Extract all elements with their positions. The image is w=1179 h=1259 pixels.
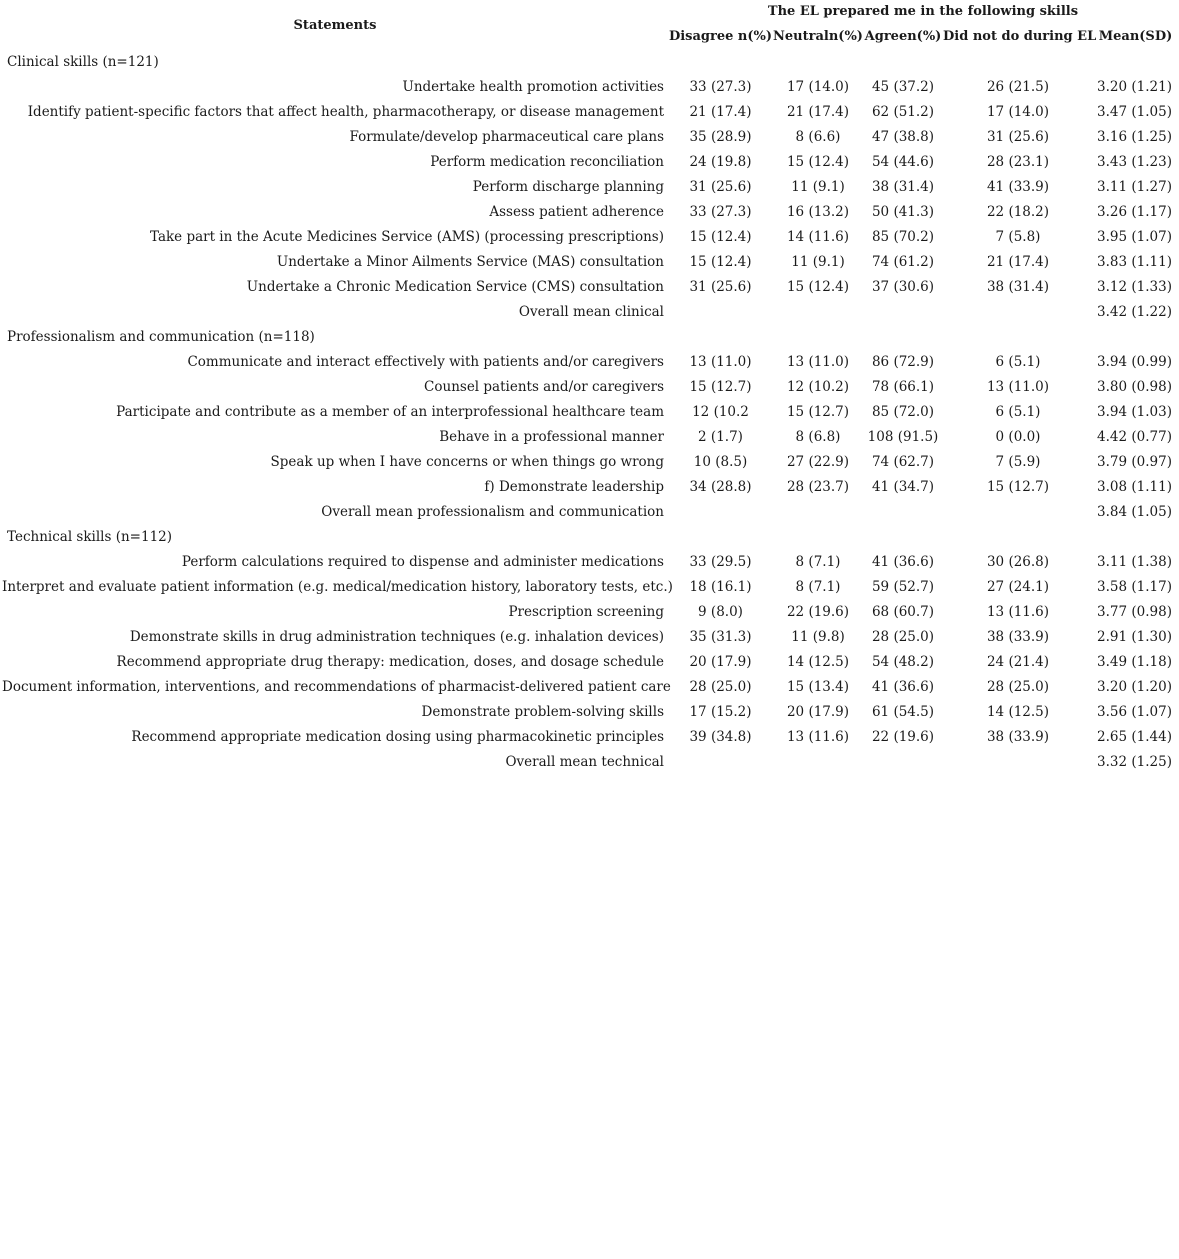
did-not-cell: 38 (31.4) [986, 279, 1050, 295]
column-header-mean: Mean(SD) [1098, 29, 1173, 44]
statement-cell: Demonstrate skills in drug administration techniques (e.g. inhalation devices) [129, 629, 664, 645]
mean-cell: 3.56 (1.07) [1097, 704, 1172, 720]
statement-cell: Communicate and interact effectively with patients and/or caregivers [187, 354, 664, 370]
neutral-cell: 8 (7.1) [795, 554, 841, 570]
neutral-cell: 15 (13.4) [786, 679, 850, 695]
statement-cell: Undertake a Chronic Medication Service (CMS) consultation [246, 279, 664, 295]
disagree-cell [668, 750, 773, 775]
mean-cell: 3.95 (1.07) [1097, 229, 1172, 245]
table-row [2, 750, 1178, 775]
statement-cell: Interpret and evaluate patient information (e.g. medical/medication history, laboratory tests, etc.) [2, 579, 673, 595]
neutral-cell: 15 (12.4) [786, 279, 850, 295]
group-header: The EL prepared me in the following skills [767, 4, 1079, 19]
mean-cell: 3.49 (1.18) [1097, 654, 1172, 670]
column-header-agree: Agreen(%) [864, 29, 942, 44]
statement-cell: Formulate/develop pharmaceutical care plans [349, 129, 664, 145]
did-not-cell: 21 (17.4) [986, 254, 1050, 270]
agree-cell: 41 (34.7) [871, 479, 935, 495]
mean-cell: 3.08 (1.11) [1097, 479, 1172, 495]
mean-cell: 3.32 (1.25) [1097, 754, 1172, 770]
statement-cell: Participate and contribute as a member of an interprofessional healthcare team [116, 404, 664, 420]
statement-cell: Document information, interventions, and recommendations of pharmacist-delivered patient care [2, 679, 671, 695]
did-not-cell: 7 (5.8) [995, 229, 1041, 245]
table-body [2, 50, 1178, 775]
agree-cell: 41 (36.6) [871, 679, 935, 695]
section-title: Clinical skills (n=121) [7, 54, 159, 70]
disagree-cell: 33 (29.5) [689, 554, 752, 570]
neutral-cell: 21 (17.4) [786, 104, 850, 120]
agree-cell [863, 300, 943, 325]
mean-cell: 3.42 (1.22) [1097, 304, 1172, 320]
disagree-cell: 18 (16.1) [689, 579, 752, 595]
table-row [2, 450, 1178, 475]
table-row [2, 275, 1178, 300]
neutral-cell: 28 (23.7) [786, 479, 850, 495]
agree-cell: 74 (61.2) [871, 254, 935, 270]
statement-cell: Identify patient-specific factors that affect health, pharmacotherapy, or disease management [27, 104, 664, 120]
did-not-cell [943, 500, 1093, 525]
did-not-cell: 13 (11.6) [986, 604, 1050, 620]
column-header-did-not: Did not do during EL [943, 29, 1097, 44]
disagree-cell: 35 (31.3) [689, 629, 752, 645]
disagree-cell: 31 (25.6) [689, 279, 752, 295]
agree-cell: 62 (51.2) [871, 104, 935, 120]
did-not-cell: 41 (33.9) [986, 179, 1050, 195]
mean-cell: 3.26 (1.17) [1097, 204, 1172, 220]
table-row [2, 625, 1178, 650]
agree-cell: 85 (70.2) [871, 229, 935, 245]
neutral-cell: 13 (11.0) [786, 354, 850, 370]
statements-header: Statements [293, 17, 377, 33]
neutral-cell: 22 (19.6) [786, 604, 850, 620]
agree-cell: 86 (72.9) [871, 354, 935, 370]
mean-cell: 4.42 (0.77) [1097, 429, 1172, 445]
disagree-cell: 28 (25.0) [689, 679, 752, 695]
neutral-cell: 11 (9.1) [791, 179, 845, 195]
did-not-cell: 28 (23.1) [986, 154, 1050, 170]
disagree-cell: 20 (17.9) [689, 654, 752, 670]
did-not-cell [943, 750, 1093, 775]
table-row [2, 550, 1178, 575]
mean-cell: 3.79 (0.97) [1097, 454, 1172, 470]
statement-cell: Take part in the Acute Medicines Service (AMS) (processing prescriptions) [149, 229, 664, 245]
did-not-cell: 7 (5.9) [995, 454, 1041, 470]
table-row [2, 100, 1178, 125]
agree-cell: 74 (62.7) [871, 454, 935, 470]
neutral-cell: 16 (13.2) [786, 204, 850, 220]
neutral-cell: 14 (11.6) [786, 229, 850, 245]
mean-cell: 3.20 (1.20) [1097, 679, 1172, 695]
mean-cell: 3.83 (1.11) [1097, 254, 1172, 270]
agree-cell: 47 (38.8) [871, 129, 935, 145]
statement-cell: Recommend appropriate drug therapy: medication, doses, and dosage schedule [116, 654, 664, 670]
agree-cell: 54 (48.2) [871, 654, 935, 670]
section-header-row [2, 325, 1178, 350]
statement-cell: Overall mean technical [505, 754, 664, 770]
neutral-cell: 12 (10.2) [786, 379, 850, 395]
disagree-cell [668, 300, 773, 325]
neutral-cell: 20 (17.9) [786, 704, 850, 720]
did-not-cell: 24 (21.4) [986, 654, 1050, 670]
agree-cell: 61 (54.5) [871, 704, 935, 720]
did-not-cell: 17 (14.0) [986, 104, 1050, 120]
neutral-cell: 11 (9.1) [791, 254, 845, 270]
disagree-cell: 33 (27.3) [689, 79, 752, 95]
neutral-cell: 13 (11.6) [786, 729, 850, 745]
neutral-cell: 14 (12.5) [786, 654, 850, 670]
agree-cell: 54 (44.6) [871, 154, 935, 170]
agree-cell: 37 (30.6) [871, 279, 935, 295]
neutral-cell: 8 (6.6) [795, 129, 841, 145]
table-row [2, 675, 1178, 700]
agree-cell: 50 (41.3) [871, 204, 935, 220]
statement-cell: Speak up when I have concerns or when things go wrong [270, 454, 664, 470]
table-row [2, 300, 1178, 325]
disagree-cell: 33 (27.3) [689, 204, 752, 220]
disagree-cell: 13 (11.0) [689, 354, 752, 370]
disagree-cell [668, 500, 773, 525]
table-row [2, 475, 1178, 500]
table-row [2, 600, 1178, 625]
table-row [2, 250, 1178, 275]
table-row [2, 200, 1178, 225]
table-row [2, 575, 1178, 600]
neutral-cell [773, 300, 863, 325]
table-row [2, 400, 1178, 425]
statement-cell: f) Demonstrate leadership [484, 479, 664, 495]
table-row [2, 500, 1178, 525]
statement-cell: Behave in a professional manner [439, 429, 664, 445]
mean-cell: 2.91 (1.30) [1097, 629, 1172, 645]
neutral-cell: 11 (9.8) [791, 629, 845, 645]
statement-cell: Assess patient adherence [489, 204, 664, 220]
mean-cell: 3.77 (0.98) [1097, 604, 1172, 620]
agree-cell [863, 500, 943, 525]
agree-cell: 59 (52.7) [871, 579, 935, 595]
disagree-cell: 15 (12.7) [689, 379, 752, 395]
table-row [2, 225, 1178, 250]
statement-cell: Overall mean clinical [518, 304, 664, 320]
did-not-cell: 31 (25.6) [986, 129, 1050, 145]
neutral-cell [773, 750, 863, 775]
skills-table [2, 0, 1178, 775]
column-header-neutral: Neutraln(%) [773, 29, 863, 44]
statement-cell: Demonstrate problem-solving skills [421, 704, 664, 720]
table-row [2, 125, 1178, 150]
table-row [2, 175, 1178, 200]
disagree-cell: 2 (1.7) [698, 429, 743, 445]
statement-cell: Perform discharge planning [472, 179, 664, 195]
mean-cell: 3.94 (1.03) [1097, 404, 1172, 420]
disagree-cell: 12 (10.2 [692, 404, 749, 420]
statement-cell: Undertake a Minor Ailments Service (MAS) consultation [276, 254, 664, 270]
mean-cell: 3.47 (1.05) [1097, 104, 1172, 120]
agree-cell: 45 (37.2) [871, 79, 935, 95]
table-row [2, 650, 1178, 675]
mean-cell: 3.43 (1.23) [1097, 154, 1172, 170]
neutral-cell: 8 (7.1) [795, 579, 841, 595]
table-header [2, 0, 1178, 50]
mean-cell: 3.16 (1.25) [1097, 129, 1172, 145]
statement-cell: Undertake health promotion activities [402, 79, 664, 95]
table-row [2, 425, 1178, 450]
disagree-cell: 17 (15.2) [689, 704, 752, 720]
agree-cell: 38 (31.4) [871, 179, 935, 195]
mean-cell: 3.58 (1.17) [1097, 579, 1172, 595]
did-not-cell: 15 (12.7) [986, 479, 1050, 495]
section-header-row [2, 525, 1178, 550]
column-header-disagree: Disagree n(%) [668, 29, 773, 44]
did-not-cell: 38 (33.9) [986, 629, 1050, 645]
mean-cell: 3.11 (1.27) [1097, 179, 1172, 195]
agree-cell: 28 (25.0) [871, 629, 935, 645]
agree-cell: 41 (36.6) [871, 554, 935, 570]
table-row [2, 150, 1178, 175]
did-not-cell: 0 (0.0) [995, 429, 1041, 445]
did-not-cell: 6 (5.1) [995, 354, 1041, 370]
neutral-cell [773, 500, 863, 525]
section-title: Professionalism and communication (n=118) [7, 329, 315, 345]
disagree-cell: 39 (34.8) [689, 729, 752, 745]
disagree-cell: 35 (28.9) [689, 129, 752, 145]
did-not-cell: 28 (25.0) [986, 679, 1050, 695]
section-title: Technical skills (n=112) [7, 529, 173, 545]
mean-cell: 2.65 (1.44) [1097, 729, 1172, 745]
did-not-cell: 38 (33.9) [986, 729, 1050, 745]
statement-cell: Overall mean professionalism and communication [321, 504, 664, 520]
statement-cell: Perform calculations required to dispense and administer medications [181, 554, 664, 570]
table-row [2, 725, 1178, 750]
neutral-cell: 8 (6.8) [795, 429, 841, 445]
did-not-cell: 6 (5.1) [995, 404, 1041, 420]
disagree-cell: 34 (28.8) [689, 479, 752, 495]
mean-cell: 3.84 (1.05) [1097, 504, 1172, 520]
agree-cell: 108 (91.5) [867, 429, 939, 445]
disagree-cell: 21 (17.4) [689, 104, 752, 120]
neutral-cell: 15 (12.7) [786, 404, 850, 420]
did-not-cell [943, 300, 1093, 325]
neutral-cell: 27 (22.9) [786, 454, 850, 470]
did-not-cell: 30 (26.8) [986, 554, 1050, 570]
mean-cell: 3.12 (1.33) [1097, 279, 1172, 295]
table-row [2, 350, 1178, 375]
mean-cell: 3.80 (0.98) [1097, 379, 1172, 395]
mean-cell: 3.20 (1.21) [1097, 79, 1172, 95]
disagree-cell: 15 (12.4) [689, 254, 752, 270]
disagree-cell: 15 (12.4) [689, 229, 752, 245]
disagree-cell: 9 (8.0) [698, 604, 743, 620]
statement-cell: Recommend appropriate medication dosing using pharmacokinetic principles [131, 729, 664, 745]
neutral-cell: 15 (12.4) [786, 154, 850, 170]
mean-cell: 3.11 (1.38) [1097, 554, 1172, 570]
table-row [2, 700, 1178, 725]
agree-cell [863, 750, 943, 775]
did-not-cell: 14 (12.5) [986, 704, 1050, 720]
did-not-cell: 26 (21.5) [986, 79, 1050, 95]
disagree-cell: 24 (19.8) [689, 154, 752, 170]
statement-cell: Prescription screening [508, 604, 664, 620]
neutral-cell: 17 (14.0) [786, 79, 850, 95]
disagree-cell: 10 (8.5) [693, 454, 748, 470]
statement-cell: Perform medication reconciliation [430, 154, 664, 170]
table-row [2, 375, 1178, 400]
agree-cell: 78 (66.1) [871, 379, 935, 395]
did-not-cell: 27 (24.1) [986, 579, 1050, 595]
agree-cell: 68 (60.7) [871, 604, 935, 620]
table-row [2, 75, 1178, 100]
mean-cell: 3.94 (0.99) [1097, 354, 1172, 370]
agree-cell: 22 (19.6) [871, 729, 935, 745]
disagree-cell: 31 (25.6) [689, 179, 752, 195]
section-header-row [2, 50, 1178, 75]
statement-cell: Counsel patients and/or caregivers [424, 379, 664, 395]
did-not-cell: 22 (18.2) [986, 204, 1050, 220]
agree-cell: 85 (72.0) [871, 404, 935, 420]
did-not-cell: 13 (11.0) [986, 379, 1050, 395]
